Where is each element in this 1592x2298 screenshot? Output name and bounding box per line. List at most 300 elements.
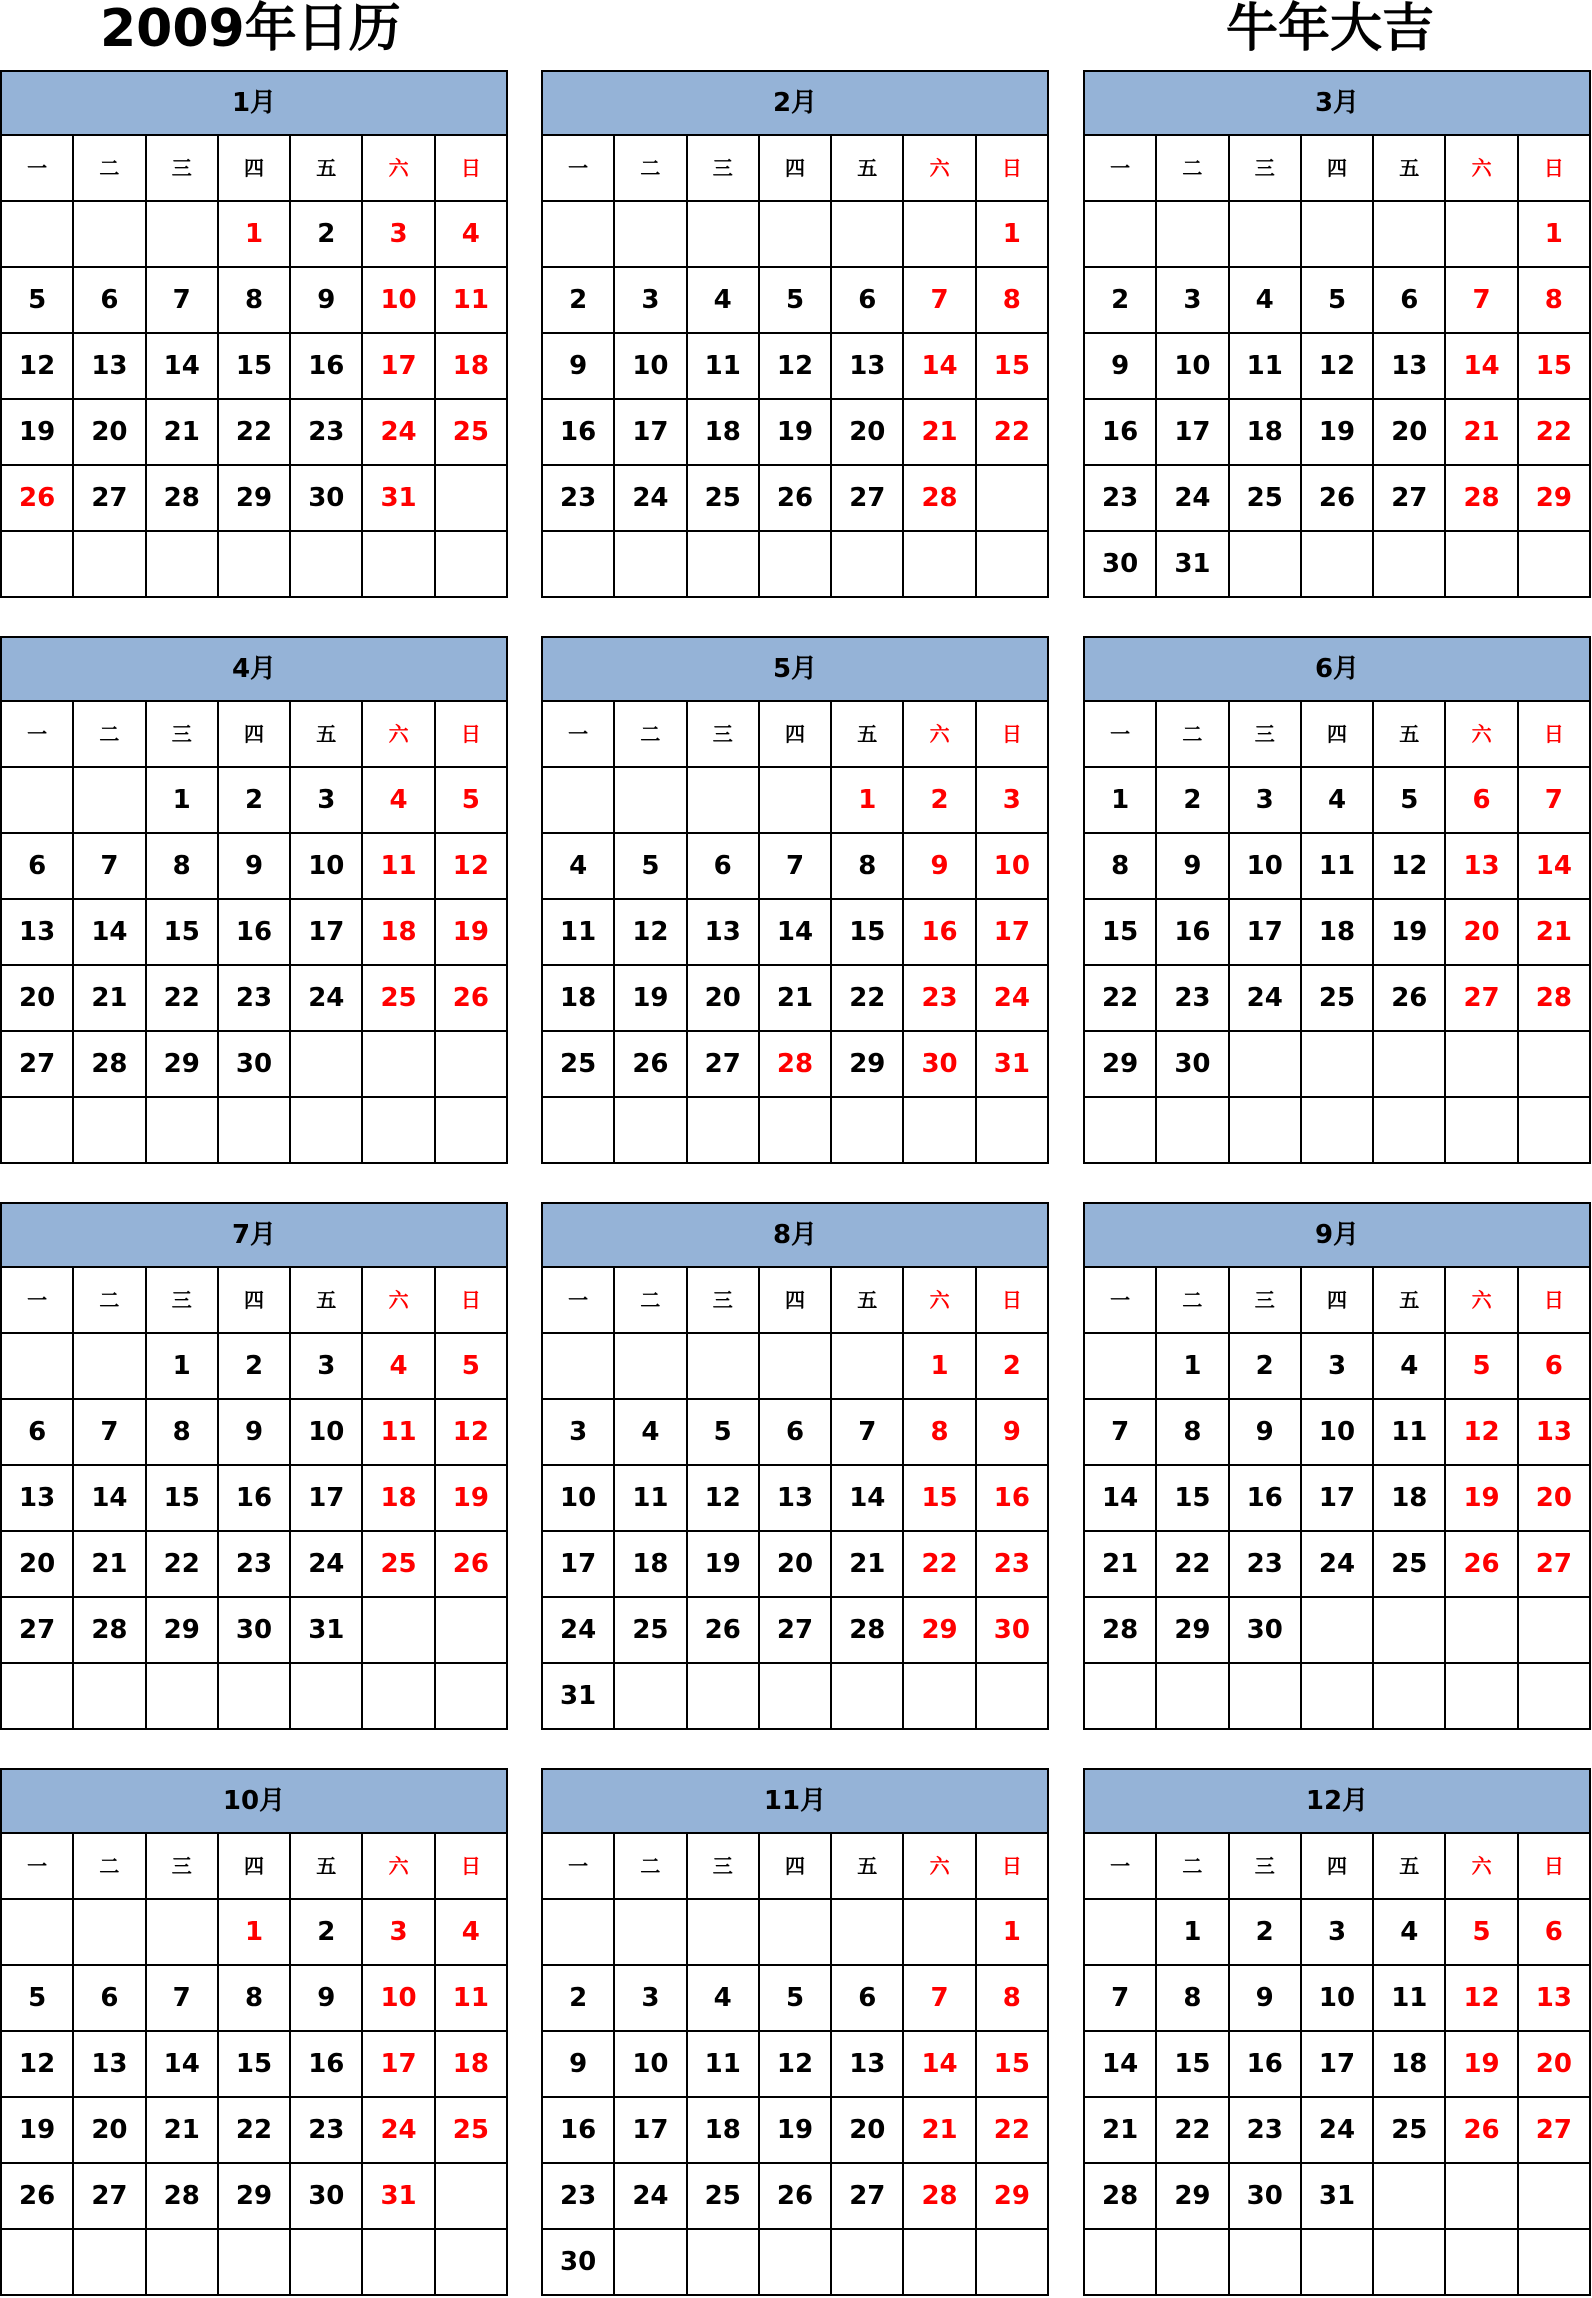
day-cell: 4 — [436, 1900, 508, 1966]
day-cell: 16 — [1157, 900, 1229, 966]
day-cell: 20 — [2, 966, 74, 1032]
day-cell: 2 — [1230, 1900, 1302, 1966]
empty-cell — [1085, 1334, 1157, 1400]
month-calendar — [1083, 636, 1591, 1164]
day-cell: 11 — [363, 834, 435, 900]
weekday-header: 六 — [363, 136, 435, 202]
month-calendar — [541, 1768, 1049, 2296]
day-cell: 5 — [1446, 1900, 1518, 1966]
day-cell: 31 — [543, 1664, 615, 1730]
day-cell: 30 — [1230, 1598, 1302, 1664]
day-cell: 8 — [147, 834, 219, 900]
day-cell: 8 — [219, 1966, 291, 2032]
day-cell: 20 — [832, 400, 904, 466]
empty-cell — [1230, 202, 1302, 268]
day-cell: 10 — [363, 268, 435, 334]
empty-cell — [436, 2230, 508, 2296]
month-header: 7月 — [0, 1202, 508, 1268]
weekday-header: 五 — [291, 1268, 363, 1334]
day-cell: 29 — [1519, 466, 1591, 532]
day-cell: 18 — [688, 2098, 760, 2164]
day-cell: 7 — [832, 1400, 904, 1466]
day-cell: 30 — [219, 1032, 291, 1098]
month-grid — [1083, 136, 1591, 598]
weekday-header: 二 — [74, 1268, 146, 1334]
month-grid — [541, 1834, 1049, 2296]
day-cell: 19 — [760, 2098, 832, 2164]
empty-cell — [147, 2230, 219, 2296]
weekday-header: 四 — [760, 136, 832, 202]
day-cell: 7 — [1446, 268, 1518, 334]
day-cell: 11 — [1230, 334, 1302, 400]
day-cell: 29 — [147, 1598, 219, 1664]
empty-cell — [1157, 1098, 1229, 1164]
empty-cell — [219, 1664, 291, 1730]
day-cell: 25 — [436, 400, 508, 466]
empty-cell — [688, 768, 760, 834]
day-cell: 10 — [291, 834, 363, 900]
day-cell: 13 — [74, 334, 146, 400]
day-cell: 6 — [1519, 1900, 1591, 1966]
day-cell: 11 — [1374, 1966, 1446, 2032]
empty-cell — [1230, 1664, 1302, 1730]
day-cell: 26 — [615, 1032, 687, 1098]
day-cell: 2 — [219, 1334, 291, 1400]
day-cell: 16 — [291, 2032, 363, 2098]
day-cell: 30 — [1230, 2164, 1302, 2230]
day-cell: 15 — [1085, 900, 1157, 966]
day-cell: 28 — [1446, 466, 1518, 532]
month-grid — [541, 1268, 1049, 1730]
empty-cell — [760, 1900, 832, 1966]
day-cell: 17 — [363, 334, 435, 400]
empty-cell — [688, 2230, 760, 2296]
day-cell: 31 — [977, 1032, 1049, 1098]
empty-cell — [543, 1334, 615, 1400]
day-cell: 3 — [363, 202, 435, 268]
empty-cell — [1085, 1098, 1157, 1164]
weekday-header: 日 — [1519, 1268, 1591, 1334]
empty-cell — [615, 1664, 687, 1730]
weekday-header: 五 — [832, 702, 904, 768]
month-header: 5月 — [541, 636, 1049, 702]
empty-cell — [1302, 1598, 1374, 1664]
day-cell: 15 — [147, 1466, 219, 1532]
day-cell: 6 — [760, 1400, 832, 1466]
day-cell: 23 — [219, 1532, 291, 1598]
month-header: 9月 — [1083, 1202, 1591, 1268]
day-cell: 10 — [1302, 1966, 1374, 2032]
day-cell: 24 — [291, 966, 363, 1032]
day-cell: 26 — [2, 2164, 74, 2230]
empty-cell — [832, 2230, 904, 2296]
month-grid — [541, 136, 1049, 598]
weekday-header: 六 — [904, 1268, 976, 1334]
day-cell: 18 — [363, 900, 435, 966]
day-cell: 1 — [1519, 202, 1591, 268]
weekday-header: 五 — [1374, 702, 1446, 768]
day-cell: 27 — [2, 1032, 74, 1098]
day-cell: 31 — [1157, 532, 1229, 598]
day-cell: 25 — [1302, 966, 1374, 1032]
day-cell: 12 — [2, 334, 74, 400]
day-cell: 10 — [615, 2032, 687, 2098]
day-cell: 6 — [1519, 1334, 1591, 1400]
empty-cell — [1302, 532, 1374, 598]
empty-cell — [219, 532, 291, 598]
empty-cell — [1519, 1664, 1591, 1730]
day-cell: 1 — [1157, 1334, 1229, 1400]
day-cell: 2 — [977, 1334, 1049, 1400]
day-cell: 30 — [1085, 532, 1157, 598]
day-cell: 5 — [1374, 768, 1446, 834]
empty-cell — [832, 202, 904, 268]
day-cell: 25 — [1374, 1532, 1446, 1598]
day-cell: 9 — [291, 1966, 363, 2032]
weekday-header: 二 — [1157, 1834, 1229, 1900]
weekday-header: 五 — [832, 136, 904, 202]
day-cell: 17 — [291, 1466, 363, 1532]
day-cell: 2 — [904, 768, 976, 834]
empty-cell — [832, 1334, 904, 1400]
day-cell: 6 — [832, 1966, 904, 2032]
day-cell: 12 — [1446, 1400, 1518, 1466]
day-cell: 18 — [1374, 1466, 1446, 1532]
day-cell: 22 — [1085, 966, 1157, 1032]
day-cell: 5 — [760, 1966, 832, 2032]
day-cell: 8 — [147, 1400, 219, 1466]
day-cell: 20 — [74, 2098, 146, 2164]
day-cell: 26 — [1446, 1532, 1518, 1598]
empty-cell — [436, 532, 508, 598]
day-cell: 9 — [1085, 334, 1157, 400]
month-grid — [1083, 1268, 1591, 1730]
day-cell: 25 — [363, 1532, 435, 1598]
empty-cell — [291, 532, 363, 598]
empty-cell — [1446, 202, 1518, 268]
empty-cell — [1230, 2230, 1302, 2296]
month-grid — [0, 1268, 508, 1730]
day-cell: 24 — [1157, 466, 1229, 532]
day-cell: 28 — [147, 2164, 219, 2230]
day-cell: 9 — [1157, 834, 1229, 900]
day-cell: 2 — [1157, 768, 1229, 834]
day-cell: 19 — [2, 2098, 74, 2164]
empty-cell — [1230, 1098, 1302, 1164]
day-cell: 22 — [219, 400, 291, 466]
day-cell: 9 — [1230, 1400, 1302, 1466]
weekday-header: 四 — [219, 1834, 291, 1900]
day-cell: 20 — [1519, 2032, 1591, 2098]
empty-cell — [363, 2230, 435, 2296]
month-calendar — [0, 636, 508, 1164]
day-cell: 21 — [904, 2098, 976, 2164]
day-cell: 12 — [760, 334, 832, 400]
day-cell: 3 — [291, 768, 363, 834]
day-cell: 6 — [1374, 268, 1446, 334]
empty-cell — [1374, 2230, 1446, 2296]
empty-cell — [1085, 1900, 1157, 1966]
empty-cell — [1302, 1032, 1374, 1098]
day-cell: 27 — [74, 466, 146, 532]
day-cell: 22 — [904, 1532, 976, 1598]
day-cell: 18 — [1374, 2032, 1446, 2098]
empty-cell — [760, 1334, 832, 1400]
day-cell: 6 — [2, 1400, 74, 1466]
empty-cell — [147, 1900, 219, 1966]
day-cell: 21 — [832, 1532, 904, 1598]
day-cell: 13 — [832, 334, 904, 400]
day-cell: 27 — [74, 2164, 146, 2230]
day-cell: 1 — [147, 768, 219, 834]
weekday-header: 日 — [1519, 702, 1591, 768]
day-cell: 15 — [977, 334, 1049, 400]
day-cell: 3 — [615, 1966, 687, 2032]
weekday-header: 日 — [436, 702, 508, 768]
empty-cell — [74, 1098, 146, 1164]
day-cell: 23 — [543, 2164, 615, 2230]
empty-cell — [1302, 1098, 1374, 1164]
day-cell: 17 — [363, 2032, 435, 2098]
day-cell: 24 — [363, 400, 435, 466]
empty-cell — [436, 1664, 508, 1730]
weekday-header: 六 — [1446, 136, 1518, 202]
empty-cell — [615, 1334, 687, 1400]
day-cell: 11 — [436, 268, 508, 334]
empty-cell — [2, 1900, 74, 1966]
empty-cell — [1302, 1664, 1374, 1730]
day-cell: 13 — [2, 1466, 74, 1532]
empty-cell — [147, 1098, 219, 1164]
month-grid — [0, 136, 508, 598]
day-cell: 1 — [147, 1334, 219, 1400]
month-header: 3月 — [1083, 70, 1591, 136]
day-cell: 27 — [760, 1598, 832, 1664]
weekday-header: 四 — [1302, 136, 1374, 202]
day-cell: 28 — [74, 1032, 146, 1098]
day-cell: 21 — [904, 400, 976, 466]
day-cell: 8 — [1157, 1400, 1229, 1466]
empty-cell — [147, 202, 219, 268]
day-cell: 20 — [1446, 900, 1518, 966]
day-cell: 11 — [543, 900, 615, 966]
empty-cell — [1302, 202, 1374, 268]
day-cell: 2 — [1230, 1334, 1302, 1400]
weekday-header: 一 — [2, 702, 74, 768]
day-cell: 7 — [760, 834, 832, 900]
empty-cell — [760, 1098, 832, 1164]
day-cell: 7 — [147, 268, 219, 334]
empty-cell — [147, 532, 219, 598]
day-cell: 16 — [904, 900, 976, 966]
day-cell: 24 — [1302, 1532, 1374, 1598]
weekday-header: 六 — [904, 1834, 976, 1900]
weekday-header: 二 — [615, 702, 687, 768]
day-cell: 8 — [1085, 834, 1157, 900]
empty-cell — [1446, 532, 1518, 598]
empty-cell — [688, 1664, 760, 1730]
empty-cell — [436, 1098, 508, 1164]
weekday-header: 五 — [1374, 136, 1446, 202]
weekday-header: 三 — [1230, 702, 1302, 768]
day-cell: 14 — [1519, 834, 1591, 900]
empty-cell — [543, 532, 615, 598]
day-cell: 17 — [615, 400, 687, 466]
empty-cell — [760, 2230, 832, 2296]
day-cell: 10 — [977, 834, 1049, 900]
weekday-header: 五 — [832, 1834, 904, 1900]
weekday-header: 四 — [760, 1268, 832, 1334]
day-cell: 26 — [1374, 966, 1446, 1032]
day-cell: 2 — [543, 1966, 615, 2032]
day-cell: 5 — [615, 834, 687, 900]
day-cell: 22 — [147, 1532, 219, 1598]
day-cell: 27 — [832, 466, 904, 532]
day-cell: 26 — [1446, 2098, 1518, 2164]
day-cell: 26 — [760, 466, 832, 532]
day-cell: 8 — [219, 268, 291, 334]
day-cell: 2 — [291, 1900, 363, 1966]
day-cell: 5 — [436, 1334, 508, 1400]
day-cell: 2 — [1085, 268, 1157, 334]
empty-cell — [74, 1664, 146, 1730]
day-cell: 16 — [291, 334, 363, 400]
day-cell: 31 — [291, 1598, 363, 1664]
day-cell: 30 — [291, 466, 363, 532]
day-cell: 10 — [1230, 834, 1302, 900]
day-cell: 11 — [436, 1966, 508, 2032]
weekday-header: 日 — [1519, 136, 1591, 202]
day-cell: 31 — [363, 466, 435, 532]
day-cell: 6 — [2, 834, 74, 900]
day-cell: 20 — [2, 1532, 74, 1598]
empty-cell — [74, 1334, 146, 1400]
day-cell: 7 — [904, 268, 976, 334]
day-cell: 30 — [291, 2164, 363, 2230]
day-cell: 26 — [436, 1532, 508, 1598]
weekday-header: 三 — [1230, 1268, 1302, 1334]
empty-cell — [363, 1598, 435, 1664]
empty-cell — [977, 466, 1049, 532]
weekday-header: 日 — [977, 136, 1049, 202]
empty-cell — [1446, 1664, 1518, 1730]
month-calendar — [1083, 1202, 1591, 1730]
day-cell: 11 — [1302, 834, 1374, 900]
day-cell: 4 — [1230, 268, 1302, 334]
day-cell: 12 — [688, 1466, 760, 1532]
day-cell: 18 — [1302, 900, 1374, 966]
day-cell: 31 — [1302, 2164, 1374, 2230]
empty-cell — [1446, 2164, 1518, 2230]
weekday-header: 一 — [543, 1268, 615, 1334]
month-calendar — [0, 1202, 508, 1730]
empty-cell — [832, 1664, 904, 1730]
day-cell: 1 — [1157, 1900, 1229, 1966]
month-header: 11月 — [541, 1768, 1049, 1834]
weekday-header: 六 — [363, 1268, 435, 1334]
day-cell: 2 — [291, 202, 363, 268]
empty-cell — [904, 2230, 976, 2296]
weekday-header: 日 — [977, 1834, 1049, 1900]
day-cell: 13 — [832, 2032, 904, 2098]
empty-cell — [363, 532, 435, 598]
weekday-header: 二 — [74, 136, 146, 202]
day-cell: 12 — [1446, 1966, 1518, 2032]
day-cell: 8 — [832, 834, 904, 900]
day-cell: 13 — [74, 2032, 146, 2098]
empty-cell — [436, 1598, 508, 1664]
empty-cell — [436, 2164, 508, 2230]
empty-cell — [760, 202, 832, 268]
weekday-header: 三 — [688, 1834, 760, 1900]
day-cell: 4 — [543, 834, 615, 900]
day-cell: 16 — [219, 1466, 291, 1532]
day-cell: 4 — [436, 202, 508, 268]
weekday-header: 三 — [688, 136, 760, 202]
empty-cell — [2, 768, 74, 834]
empty-cell — [219, 2230, 291, 2296]
day-cell: 28 — [760, 1032, 832, 1098]
empty-cell — [1374, 202, 1446, 268]
weekday-header: 日 — [1519, 1834, 1591, 1900]
day-cell: 16 — [1230, 2032, 1302, 2098]
day-cell: 14 — [904, 334, 976, 400]
empty-cell — [1302, 2230, 1374, 2296]
day-cell: 20 — [688, 966, 760, 1032]
day-cell: 17 — [1302, 1466, 1374, 1532]
month-grid — [0, 1834, 508, 2296]
empty-cell — [1519, 1032, 1591, 1098]
day-cell: 4 — [1302, 768, 1374, 834]
day-cell: 27 — [1519, 2098, 1591, 2164]
day-cell: 24 — [615, 2164, 687, 2230]
day-cell: 14 — [904, 2032, 976, 2098]
day-cell: 1 — [904, 1334, 976, 1400]
empty-cell — [688, 532, 760, 598]
day-cell: 7 — [74, 1400, 146, 1466]
day-cell: 23 — [1230, 1532, 1302, 1598]
day-cell: 17 — [615, 2098, 687, 2164]
day-cell: 19 — [760, 400, 832, 466]
empty-cell — [615, 2230, 687, 2296]
day-cell: 5 — [1302, 268, 1374, 334]
empty-cell — [1519, 1598, 1591, 1664]
day-cell: 13 — [688, 900, 760, 966]
weekday-header: 日 — [977, 702, 1049, 768]
weekday-header: 二 — [74, 702, 146, 768]
empty-cell — [1085, 2230, 1157, 2296]
day-cell: 24 — [977, 966, 1049, 1032]
weekday-header: 五 — [1374, 1834, 1446, 1900]
weekday-header: 四 — [1302, 1268, 1374, 1334]
day-cell: 15 — [1519, 334, 1591, 400]
day-cell: 15 — [1157, 2032, 1229, 2098]
empty-cell — [832, 532, 904, 598]
empty-cell — [977, 1664, 1049, 1730]
day-cell: 3 — [363, 1900, 435, 1966]
day-cell: 29 — [147, 1032, 219, 1098]
empty-cell — [615, 768, 687, 834]
day-cell: 7 — [147, 1966, 219, 2032]
day-cell: 21 — [147, 400, 219, 466]
day-cell: 6 — [74, 268, 146, 334]
day-cell: 9 — [977, 1400, 1049, 1466]
day-cell: 13 — [2, 900, 74, 966]
day-cell: 6 — [1446, 768, 1518, 834]
day-cell: 12 — [615, 900, 687, 966]
day-cell: 29 — [219, 2164, 291, 2230]
weekday-header: 二 — [615, 1268, 687, 1334]
